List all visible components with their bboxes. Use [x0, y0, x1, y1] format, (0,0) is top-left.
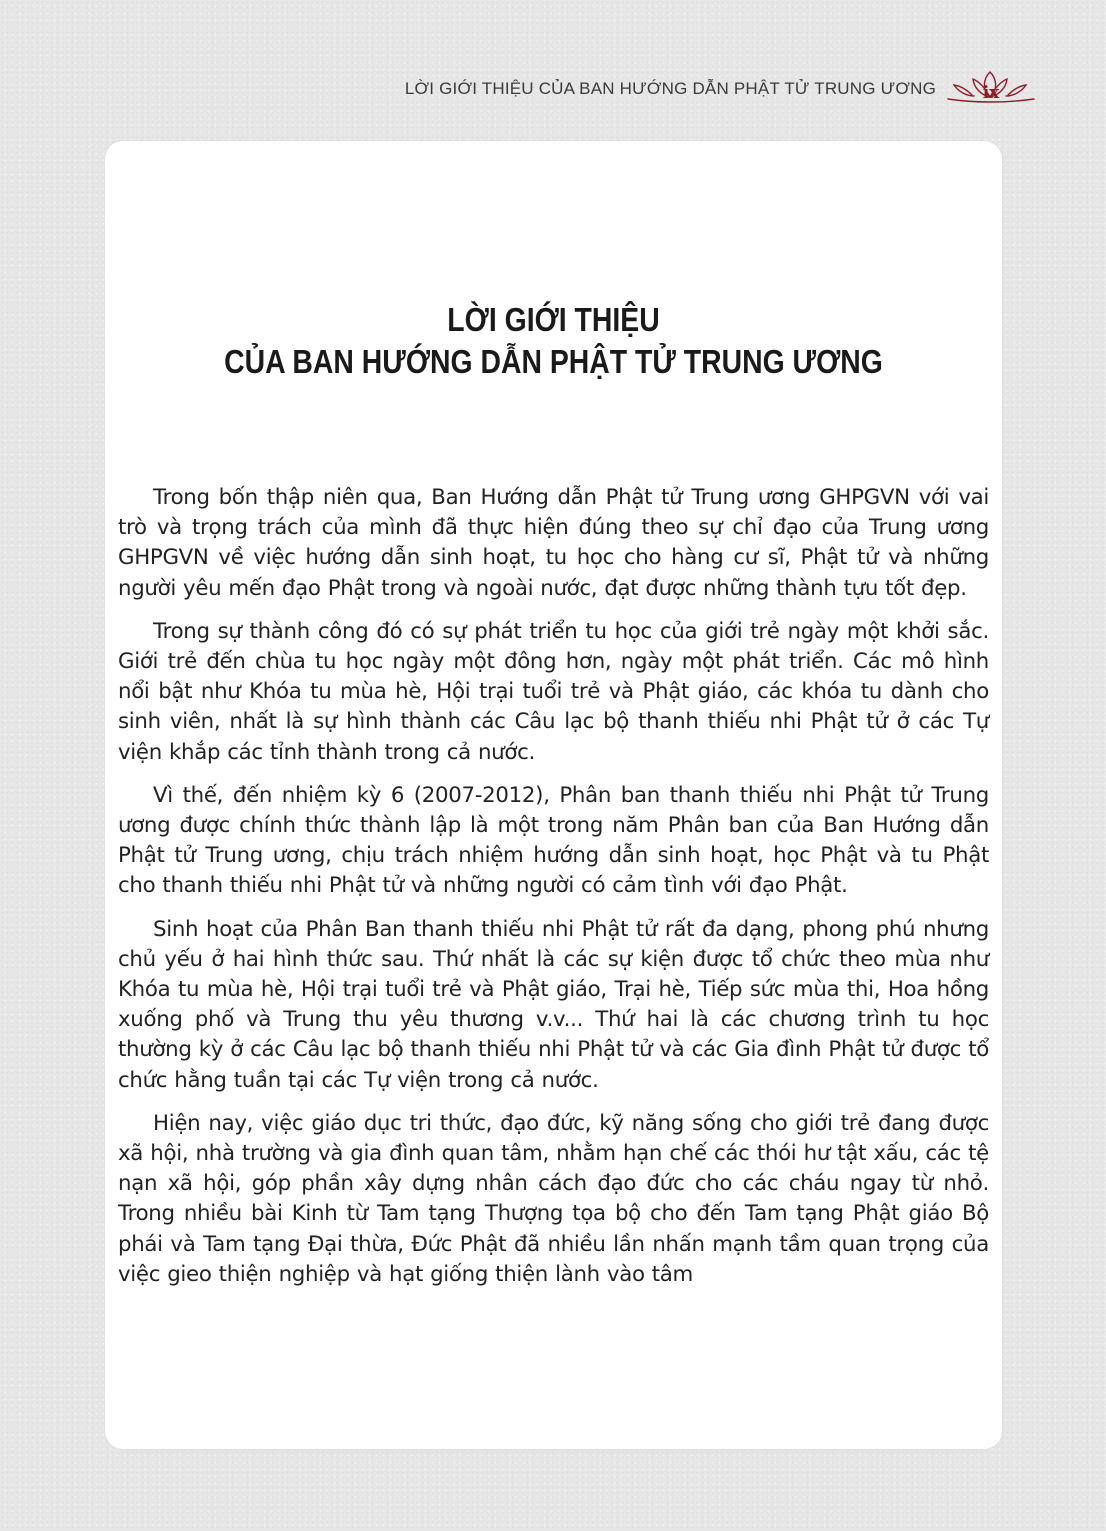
paragraph-4: Sinh hoạt của Phân Ban thanh thiếu nhi Phật tử rất đa dạng, phong phú nhưng chủ yếu ở hai hình thức sau. Thứ nhất là các sự kiện được tổ chức theo mùa như Khóa tu mùa hè, Hội trại tuổi trẻ và Phật giáo, Trại hè, Tiếp sức mùa thi, Hoa hồng xuống phố và Trung thu yêu thương v.v... Thứ hai là các chương trình tu học thường kỳ ở các Câu lạc bộ thanh thiếu nhi Phật tử và các Gia đình Phật tử được tổ chức hằng tuần tại các Tự viện trong cả nước. — [118, 916, 989, 1093]
page-header — [0, 74, 1106, 108]
title-line-2: CỦA BAN HƯỚNG DẪN PHẬT TỬ TRUNG ƯƠNG — [224, 343, 883, 380]
body-text — [118, 483, 989, 1303]
running-title: LỜI GIỚI THIỆU CỦA BAN HƯỚNG DẪN PHẬT TỬ TRUNG ƯƠNG — [404, 79, 936, 98]
title-line-1: LỜI GIỚI THIỆU — [447, 301, 660, 338]
paragraph-5: Hiện nay, việc giáo dục tri thức, đạo đức, kỹ năng sống cho giới trẻ đang được xã hội, nhà trường và gia đình quan tâm, nhằm hạn chế các thói hư tật xấu, các tệ nạn xã hội, góp phần xây dựng nhân cách đạo đức cho các cháu ngay từ nhỏ. Trong nhiều bài Kinh từ Tam tạng Thượng tọa bộ cho đến Tam tạng Phật giáo Bộ phái và Tam tạng Đại thừa, Đức Phật đã nhiều lần nhấn mạnh tầm quan trọng của việc gieo thiện nghiệp và hạt giống thiện lành vào tâm — [118, 1110, 989, 1287]
page-number: ix — [982, 83, 1000, 103]
page-title — [105, 299, 1002, 383]
content-card — [105, 141, 1002, 1449]
paragraph-1: Trong bốn thập niên qua, Ban Hướng dẫn Phật tử Trung ương GHPGVN với vai trò và trọng trách của mình đã thực hiện đúng theo sự chỉ đạo của Trung ương GHPGVN về việc hướng dẫn sinh hoạt, tu học cho hàng cư sĩ, Phật tử và những người yêu mến đạo Phật trong và ngoài nước, đạt được những thành tựu tốt đẹp. — [118, 485, 989, 601]
paragraph-3: Vì thế, đến nhiệm kỳ 6 (2007-2012), Phân ban thanh thiếu nhi Phật tử Trung ương được chính thức thành lập là một trong năm Phân ban của Ban Hướng dẫn Phật tử Trung ương, chịu trách nhiệm hướng dẫn sinh hoạt, học Phật và tu Phật cho thanh thiếu nhi Phật tử và những người có cảm tình với đạo Phật. — [118, 782, 989, 899]
paragraph-2: Trong sự thành công đó có sự phát triển tu học của giới trẻ ngày một khởi sắc. Giới trẻ đến chùa tu học ngày một đông hơn, ngày một phát triển. Các mô hình nổi bật như Khóa tu mùa hè, Hội trại tuổi trẻ và Phật giáo, các khóa tu dành cho sinh viên, nhất là sự hình thành các Câu lạc bộ thanh thiếu nhi Phật tử ở các Tự viện khắp các tỉnh thành trong cả nước. — [118, 618, 989, 765]
